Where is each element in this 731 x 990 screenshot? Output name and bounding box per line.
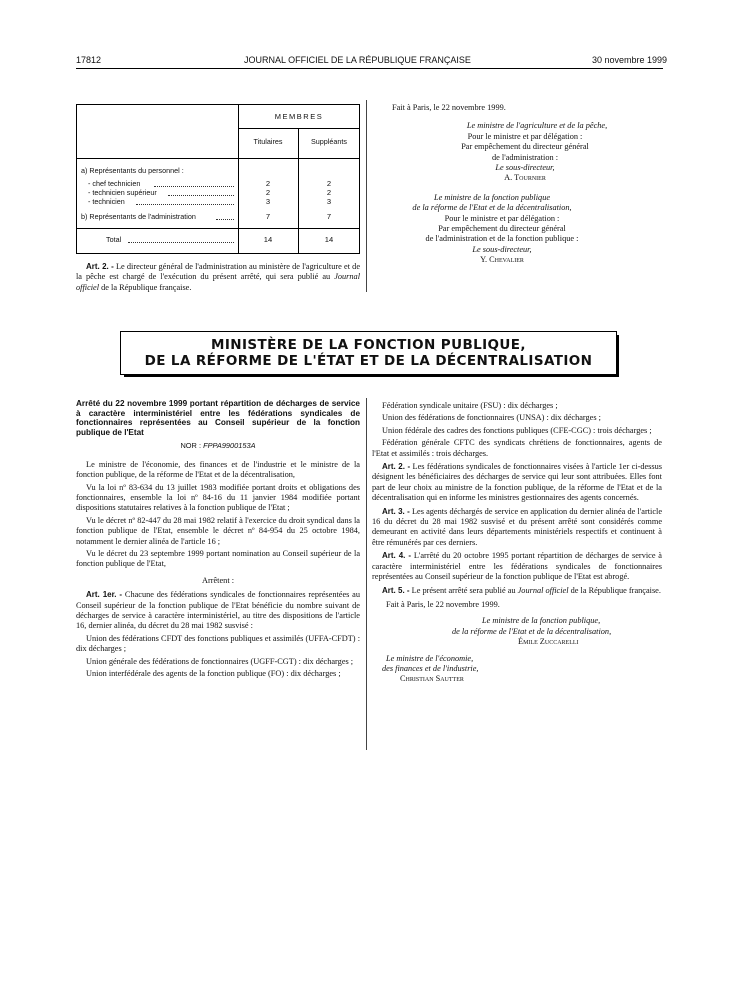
cell-total-suppleants: 14 <box>324 235 334 244</box>
list-item: Union fédérale des cadres des fonctions publiques (CFE-CGC) : trois décharges ; <box>382 425 652 435</box>
row-technicien-superieur: - technicien supérieur <box>88 188 157 197</box>
cell-titulaires: 3 <box>265 197 271 206</box>
previous-article-2: Art. 2. - Le directeur général de l'administration au ministère de l'agriculture et de la pêche est chargé de l'exécution du présent arrêté, qui sera publié au Journal officiel de la République française. <box>76 262 360 292</box>
visa-3: Vu le décret du 23 septembre 1999 portant nomination au Conseil supérieur de la fonction publique de l'Etat, <box>76 549 360 569</box>
cell-suppleants: 3 <box>326 197 332 206</box>
visa-2: Vu le décret nº 82-447 du 28 mai 1982 relatif à l'exercice du droit syndical dans la fonction publique de l'Etat, ensemble le décret nº 84-954 du 25 octobre 1984, notamment le dernier alinéa de l'article 16 ; <box>76 515 360 546</box>
cell-titulaires: 2 <box>265 179 271 188</box>
signature-fp-name: Émile Zuccarelli <box>518 637 579 647</box>
list-item: Fédération syndicale unitaire (FSU) : dix décharges ; <box>382 401 558 410</box>
signatures-top: Fait à Paris, le 22 novembre 1999. Le ministre de l'agriculture et de la pêche, Pour le ministre et par délégation : Par empêchement du directeur général de l'administration : Le sous-directeur, A. Tournier Le ministre de la fonction publique de la réforme de l'Etat et de la décentralisation, Pour le ministre et par délégation : Par empêchement du directeur général de l'administration et de la fonction publique : Le sous-directeur, Y. Chevalier <box>392 103 608 265</box>
list-item: Union des fédérations de fonctionnaires (UNSA) : dix décharges ; <box>382 413 601 423</box>
row-technicien: - technicien <box>88 197 125 206</box>
journal-title: JOURNAL OFFICIEL DE LA RÉPUBLIQUE FRANÇAISE <box>244 55 471 65</box>
issue-date: 30 novembre 1999 <box>592 55 668 65</box>
nor-reference: NOR : FPPA9900153A <box>180 441 256 451</box>
list-item: Union des fédérations CFDT des fonctions publiques et assimilés (UFFA-CFDT) : dix décharges ; <box>76 633 360 654</box>
membres-table <box>76 104 360 254</box>
article-3: Art. 3. - Les agents déchargés de service en application du dernier alinéa de l'article 16 du décret du 28 mai 1982 susvisé et du présent arrêté sont considérés comme demeurant en activité dans leurs départements ministériels respectifs et continuent à être rémunérés par ces derniers. <box>372 506 663 547</box>
article-1: Art. 1er. - Chacune des fédérations syndicales de fonctionnaires représentées au Conseil supérieur de la fonction publique de l'Etat bénéficie du nombre suivant de décharges de service à caractère interministériel, au titre des dispositions de l'article 16, dernier alinéa, du décret du 28 mai 1982 susvisé : <box>76 590 361 631</box>
cell-total-titulaires: 14 <box>263 235 273 244</box>
signature-eco-title: Le ministre de l'économie, <box>386 653 474 663</box>
cell-suppleants: 2 <box>326 179 332 188</box>
row-total: Total <box>106 235 122 244</box>
header-rule <box>76 68 663 69</box>
cell-suppleants: 2 <box>326 188 332 197</box>
visa-1: Vu la loi nº 83-634 du 13 juillet 1983 modifiée portant droits et obligations des fonctionnaires, ensemble la loi nº 84-16 du 11 janvier 1984 modifiée portant dispositions statutaires relatives à la fonction publique de l'Etat ; <box>76 482 360 513</box>
col-titulaires: Titulaires <box>253 137 283 146</box>
list-item: Union interfédérale des agents de la fonction publique (FO) : dix décharges ; <box>86 669 341 679</box>
row-chef-technicien: - chef technicien <box>88 179 141 188</box>
list-item: Union générale des fédérations de fonctionnaires (UGFF-CGT) : dix décharges ; <box>86 656 354 666</box>
arrete-title: Arrêté du 22 novembre 1999 portant répartition de décharges de service à caractère interministériel entre les fédérations syndicales de fonctionnaires représentées au Conseil supérieur de la fonction publique de l'Etat <box>76 399 360 437</box>
fait-a-paris: Fait à Paris, le 22 novembre 1999. <box>386 599 500 609</box>
signature-fp-title-2: de la réforme de l'Etat et de la décentralisation, <box>452 626 612 636</box>
row-administration: b) Représentants de l'administration <box>81 212 196 221</box>
section-a-label: a) Représentants du personnel : <box>81 166 184 175</box>
arrete-right-column <box>372 401 662 685</box>
ministry-banner <box>120 331 617 375</box>
page-number: 17812 <box>76 55 102 65</box>
article-4: Art. 4. - L'arrêté du 20 octobre 1995 portant répartition de décharges de service à caractère interministériel entre les fédérations syndicales de fonctionnaires représentées au Conseil supérieur de la fonction publique de l'Etat est abrogé. <box>372 551 662 582</box>
signature-fp-title: Le ministre de la fonction publique, <box>482 616 601 626</box>
list-item: Fédération générale CFTC des syndicats chrétiens de fonctionnaires, agents de l'Etat et assimilés : trois décharges. <box>372 438 662 458</box>
preamble: Le ministre de l'économie, des finances et de l'industrie et le ministre de la fonction publique, de la réforme de l'Etat et de la décentralisation, <box>76 459 360 480</box>
cell-suppleants: 7 <box>326 212 332 221</box>
signature-eco-title-2: des finances et de l'industrie, <box>382 663 479 673</box>
arrete-left-column <box>76 399 360 682</box>
membres-header: MEMBRES <box>274 112 324 121</box>
arretent: Arrêtent : <box>201 575 235 585</box>
ministry-line-1: MINISTÈRE DE LA FONCTION PUBLIQUE, <box>211 337 526 353</box>
article-2: Art. 2. - Les fédérations syndicales de fonctionnaires visées à l'article 1er ci-dessus désignent les bénéficiaires des décharges de service qui leur sont attribuées. Elles font part de leur choix au ministre de la fonction publique, de la réforme de l'Etat et de la décentralisation qui en informe les ministres gestionnaires des agents concernés. <box>372 462 663 503</box>
cell-titulaires: 2 <box>265 188 271 197</box>
ministry-line-2: DE LA RÉFORME DE L'ÉTAT ET DE LA DÉCENTRALISATION <box>144 353 593 369</box>
cell-titulaires: 7 <box>265 212 271 221</box>
col-suppleants: Suppléants <box>311 137 347 146</box>
column-divider-top <box>366 100 367 292</box>
article-5: Art. 5. - Le présent arrêté sera publié au Journal officiel de la République française. <box>382 585 661 595</box>
signature-eco-name: Christian Sautter <box>400 674 464 684</box>
column-divider-bottom <box>366 398 367 750</box>
